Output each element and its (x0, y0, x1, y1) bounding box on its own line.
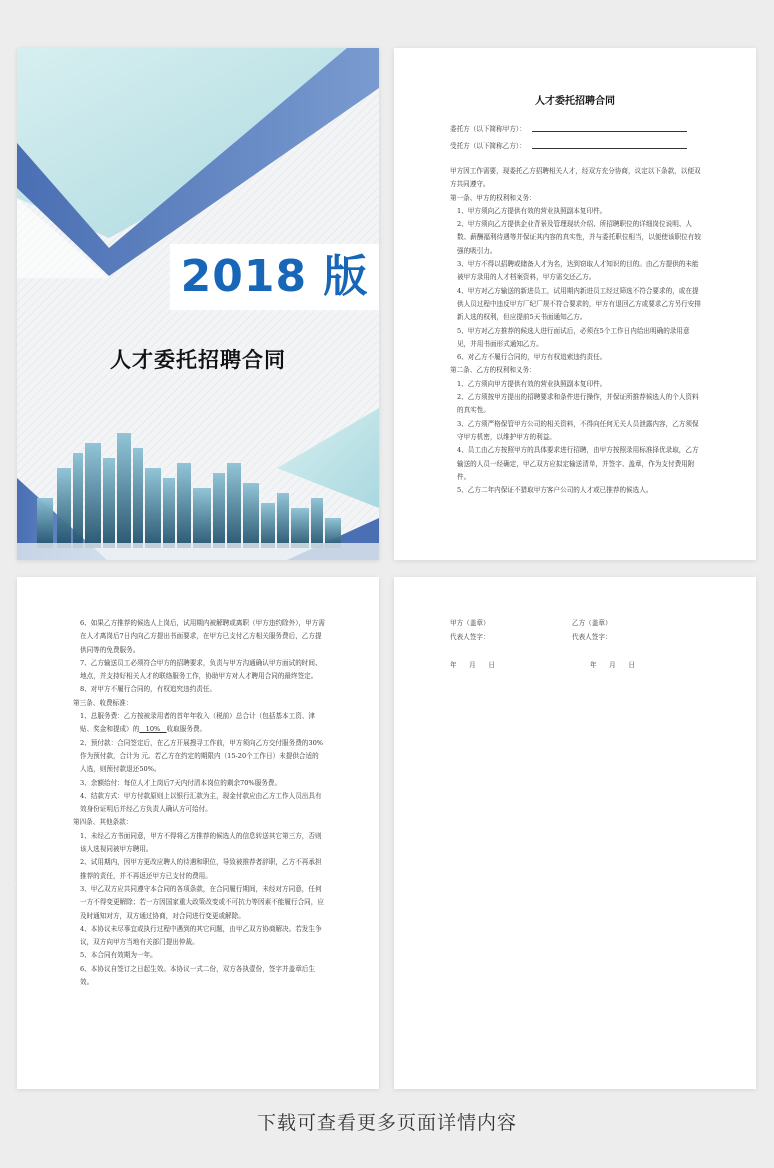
party-b-line (450, 140, 526, 150)
footer-caption: 下载可查看更多页面详情内容 (256, 1112, 517, 1134)
paragraph-text: 第二条、乙方的权利和义务： (450, 366, 536, 375)
party-a-label: 委托方（以下简称甲方）： (450, 125, 526, 133)
paragraph-text: 1、总服务费：乙方按被录用者的首年年收入（税前）总合计（包括基本工资、津贴、奖金和提成）的 (80, 712, 315, 734)
paragraph (73, 790, 325, 817)
paragraph (73, 697, 325, 710)
paragraph (450, 285, 702, 325)
party-b-date: 年 月 日 (590, 661, 635, 669)
paragraph (450, 444, 702, 484)
paragraph-text: 2、试用期内，因甲方更改应聘人的待遇和职位，导致被推荐者辞职，乙方不再承担推荐的责任，并不再返还甲方已支付的费用。 (80, 858, 322, 880)
party-b-underline (532, 148, 687, 149)
paragraph-text: 1、乙方须向甲方提供有效的营业执照副本复印件。 (457, 379, 607, 388)
paragraph-text: 3、甲乙双方应共同遵守本合同的各项条款，在合同履行期间，未经对方同意，任何一方不得变更解除；若一方因国家重大政策改变或不可抗力等因素不能履行合同，应及时通知对方，双方通过协商，对合同进行变更或解除。 (80, 884, 324, 920)
paragraph (73, 710, 325, 737)
paragraph (450, 351, 702, 364)
contract-body-page-1 (450, 165, 702, 497)
paragraph (450, 364, 702, 377)
party-b-label: 受托方（以下简称乙方）： (450, 142, 526, 150)
document-page-1 (394, 48, 756, 560)
paragraph-text: 5、甲方对乙方推荐的候选人进行面试后，必须在5个工作日内给出明确的录用意见，并用书面形式通知乙方。 (457, 326, 690, 348)
paragraph-text: 2、甲方须向乙方提供企业背景及管理现状介绍、所招聘职位的详细岗位说明、人数、薪酬福利待遇等并保证其内容的真实性，并与委托职位相当，以便使该职位有较强的吸引力。 (457, 220, 701, 255)
paragraph (73, 949, 325, 962)
paragraph (73, 816, 325, 829)
paragraph (73, 737, 325, 777)
party-a-representative: 代表人签字： (450, 633, 490, 641)
paragraph (450, 165, 702, 192)
fee-rate: 10% (139, 725, 167, 734)
paragraph (73, 683, 325, 696)
paragraph (450, 192, 702, 205)
paragraph-text: 第一条、甲方的权利和义务： (450, 193, 536, 202)
paragraph-text: 第三条、收费标准： (73, 698, 133, 707)
document-title: 人才委托招聘合同 (535, 96, 615, 107)
paragraph-text: 7、乙方输送员工必须符合甲方的招聘要求，负责与甲方沟通确认甲方面试的时间、地点，并支持好相关人才的联络服务工作，协助甲方对人才聘用合同的最终签定。 (80, 658, 322, 681)
party-a-date: 年 月 日 (450, 661, 495, 669)
paragraph-text: 2、预付款：合同签定后，在乙方开展搜寻工作前，甲方须向乙方交付服务费的30%作为预付款，合计为 元。若乙方在约定的期限内（15-20个工作日）未提供合适的人选，则预付款退还50%。 (80, 738, 324, 774)
party-a-underline (532, 131, 687, 132)
paragraph-text: 3、乙方须严格保管甲方公司的相关资料，不得向任何无关人员泄露内容，乙方须保守甲方机密，以维护甲方的利益。 (457, 419, 699, 441)
document-page-3 (394, 577, 756, 1089)
paragraph (450, 378, 702, 391)
paragraph (73, 657, 325, 684)
paragraph-text: 4、甲方对乙方输送的新进员工，试用期内新进员工经过筛选不符合要求的，或在提供人员过程中违反甲方厂纪厂规不符合要求的，甲方有退回乙方或要求乙方另行安排新人选的权利，但应提前5天书面通知乙方。 (457, 286, 701, 322)
paragraph-text: 6、对乙方不履行合同的，甲方有权追索违约责任。 (457, 353, 607, 362)
paragraph-text: 6、本协议自签订之日起生效。本协议一式二份，双方各执壹份，签字并盖章后生效。 (80, 964, 315, 987)
paragraph-text: 第四条、其他条款： (73, 818, 133, 827)
paragraph-text: 8、对甲方不履行合同的，有权追究违约责任。 (80, 685, 217, 694)
paragraph-text: 4、结款方式：甲方付款原则上以银行汇款为主，现金付款应由乙方工作人员出具有效身份证明后并经乙方负责人确认方可给付。 (80, 791, 322, 814)
paragraph-text: 3、余额给付：每位人才上岗后7天内付清本岗位的剩余70%服务费。 (80, 778, 282, 787)
party-b-seal: 乙方（盖章） (572, 619, 612, 627)
paragraph-text: 甲方因工作需要，现委托乙方招聘相关人才，经双方充分协商，议定以下条款，以便双方共同遵守。 (450, 167, 701, 189)
paragraph-text: 6、如果乙方推荐的候选人上岗后，试用期内被解聘或离职（甲方违约除外），甲方需在人才离岗后7日内向乙方提出书面要求，在甲方已支付乙方相关服务费后，乙方提供同等的免费服务。 (80, 619, 325, 654)
paragraph (450, 205, 702, 218)
cover-page (17, 48, 379, 560)
party-a-seal: 甲方（盖章） (450, 619, 490, 627)
party-a-line (450, 123, 526, 133)
paragraph (450, 418, 702, 445)
paragraph (73, 777, 325, 790)
paragraph (73, 883, 325, 923)
paragraph (73, 923, 325, 950)
paragraph-text: 2、乙方须按甲方提出的招聘要求和条件进行操作，并保证所推荐候选人的个人资料的真实性。 (457, 393, 699, 415)
paragraph-text: 5、本合同有效期为一年。 (80, 951, 157, 960)
paragraph-text: 3、甲方不得以招聘或储备人才为名，达到窃取人才知识的目的。由乙方提供的未能被甲方录用的人才档案资料，甲方需交还乙方。 (457, 260, 699, 282)
document-page-2 (3, 577, 379, 1089)
paragraph-text: 5、乙方二年内保证不猎取甲方客户公司的人才或已推荐的候选人。 (457, 486, 653, 495)
paragraph-text: 1、未经乙方书面同意，甲方不得将乙方推荐的候选人的信息转送其它第三方，否则该人选视同被甲方聘用。 (80, 831, 322, 854)
paragraph (73, 963, 325, 990)
cover-title: 人才委托招聘合同 (110, 348, 286, 372)
paragraph-text: 1、甲方须向乙方提供有效的营业执照副本复印件。 (457, 206, 607, 215)
paragraph (450, 325, 702, 352)
paragraph (450, 484, 702, 497)
paragraph (73, 830, 325, 857)
paragraph (450, 258, 702, 285)
paragraph (450, 218, 702, 258)
edition-label: 2018 版 (170, 244, 379, 310)
party-b-representative: 代表人签字： (572, 633, 612, 641)
contract-body-page-2 (73, 617, 325, 989)
paragraph-text: 4、员工由乙方按照甲方的具体要求进行招聘，由甲方按照录用标准择优录取，乙方输送的人员一经确定，甲乙双方应拟定输送清单，并签字、盖章，作为支付费用附件。 (457, 446, 699, 481)
paragraph (450, 391, 702, 418)
paragraph-text: 4、本协议未尽事宜或执行过程中遇到的其它问题，由甲乙双方协商解决。若发生争议，双方向甲方当地有关部门提出仲裁。 (80, 924, 322, 947)
paragraph-text-after: 收取服务费。 (166, 725, 207, 734)
paragraph (73, 617, 325, 657)
watermark: · (3, 876, 16, 894)
paragraph (73, 856, 325, 883)
